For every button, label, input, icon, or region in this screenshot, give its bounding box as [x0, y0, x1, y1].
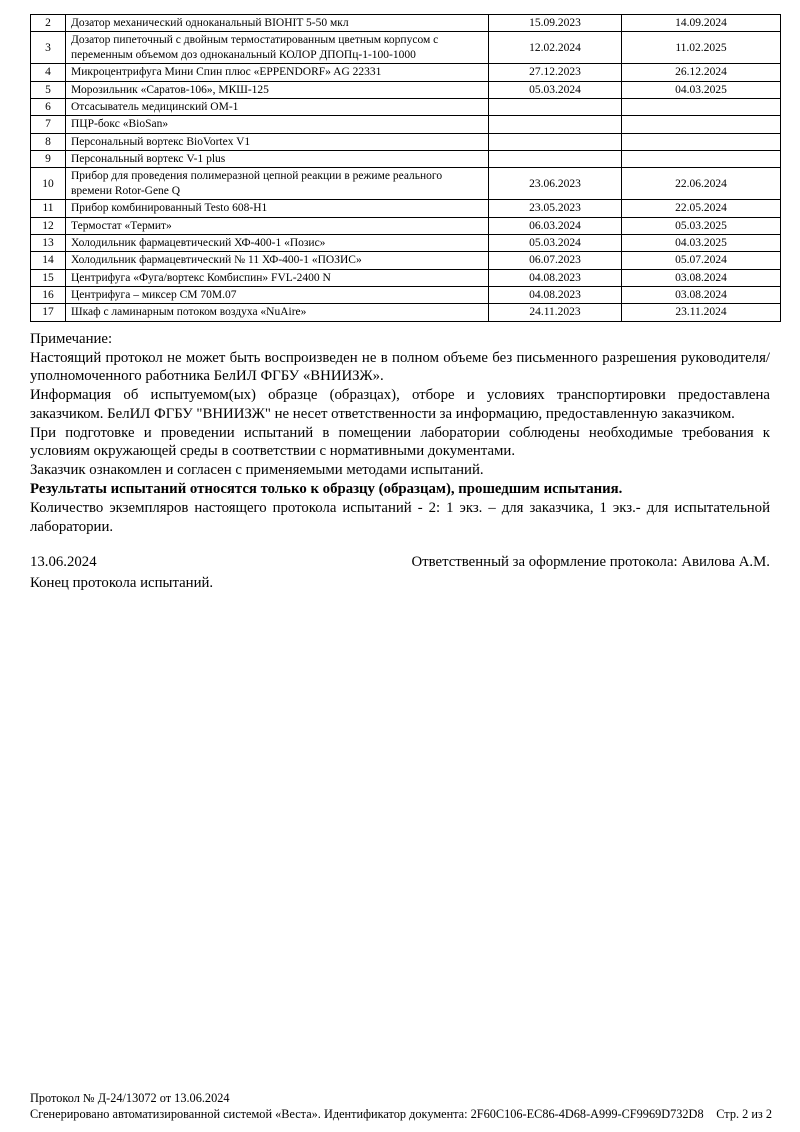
- verification-date: 04.08.2023: [489, 287, 622, 304]
- equipment-table-body: [31, 15, 781, 322]
- valid-until-date: 04.03.2025: [622, 234, 781, 251]
- verification-date: 05.03.2024: [489, 81, 622, 98]
- valid-until-date: 11.02.2025: [622, 32, 781, 64]
- table-row: [31, 64, 781, 81]
- equipment-name: Персональный вортекс V-1 plus: [66, 151, 489, 168]
- footer-protocol-number: Протокол № Д-24/13072 от 13.06.2024: [30, 1091, 230, 1106]
- verification-date: [489, 133, 622, 150]
- valid-until-date: 04.03.2025: [622, 81, 781, 98]
- equipment-table: [30, 14, 781, 322]
- row-number: 3: [31, 32, 66, 64]
- row-number: 16: [31, 287, 66, 304]
- verification-date: 27.12.2023: [489, 64, 622, 81]
- verification-date: 24.11.2023: [489, 304, 622, 321]
- row-number: 11: [31, 200, 66, 217]
- equipment-name: Дозатор пипеточный с двойным термостатированным цветным корпусом с переменным объемом доз одноканальный КОЛОР ДПОПц-1-100-1000: [66, 32, 489, 64]
- table-row: [31, 151, 781, 168]
- table-row: [31, 200, 781, 217]
- table-row: [31, 234, 781, 251]
- equipment-name: Термостат «Термит»: [66, 217, 489, 234]
- note-paragraph: Настоящий протокол не может быть воспроизведен не в полном объеме без письменного разрешения руководителя/уполномоченного работника БелИЛ ФГБУ «ВНИИЗЖ».: [30, 349, 770, 385]
- valid-until-date: 05.03.2025: [622, 217, 781, 234]
- end-of-protocol-line: Конец протокола испытаний.: [30, 575, 214, 592]
- row-number: 6: [31, 98, 66, 115]
- equipment-name: Центрифуга – миксер СМ 70М.07: [66, 287, 489, 304]
- valid-until-date: [622, 151, 781, 168]
- equipment-name: Отсасыватель медицинский ОМ-1: [66, 98, 489, 115]
- page-footer: [30, 1091, 772, 1122]
- row-number: 7: [31, 116, 66, 133]
- table-row: [31, 98, 781, 115]
- row-number: 12: [31, 217, 66, 234]
- verification-date: 04.08.2023: [489, 269, 622, 286]
- table-row: [31, 287, 781, 304]
- note-paragraph: При подготовке и проведении испытаний в помещении лаборатории соблюдены необходимые требования к условиям окружающей среды в соответствии с нормативными документами.: [30, 424, 770, 460]
- footer-generated-row: [30, 1107, 772, 1122]
- valid-until-date: [622, 116, 781, 133]
- footer-page-number: Стр. 2 из 2: [716, 1106, 772, 1121]
- verification-date: [489, 98, 622, 115]
- valid-until-date: 14.09.2024: [622, 15, 781, 32]
- row-number: 2: [31, 15, 66, 32]
- notes-section: [30, 330, 770, 537]
- equipment-name: Прибор комбинированный Testo 608-H1: [66, 200, 489, 217]
- signature-row: [30, 554, 770, 571]
- verification-date: [489, 116, 622, 133]
- equipment-name: ПЦР-бокс «BioSan»: [66, 116, 489, 133]
- table-row: [31, 116, 781, 133]
- note-paragraph-results: Результаты испытаний относятся только к образцу (образцам), прошедшим испытания.: [30, 481, 623, 497]
- verification-date: 12.02.2024: [489, 32, 622, 64]
- note-paragraph: Заказчик ознакомлен и согласен с применяемыми методами испытаний.: [30, 462, 484, 479]
- verification-date: 15.09.2023: [489, 15, 622, 32]
- verification-date: 05.03.2024: [489, 234, 622, 251]
- table-row: [31, 252, 781, 269]
- row-number: 13: [31, 234, 66, 251]
- row-number: 8: [31, 133, 66, 150]
- equipment-name: Морозильник «Саратов-106», МКШ-125: [66, 81, 489, 98]
- equipment-name: Прибор для проведения полимеразной цепной реакции в режиме реального времени Rotor-Gene Q: [66, 168, 489, 200]
- table-row: [31, 32, 781, 64]
- verification-date: 23.05.2023: [489, 200, 622, 217]
- equipment-name: Шкаф с ламинарным потоком воздуха «NuAire»: [66, 304, 489, 321]
- responsible-person: Ответственный за оформление протокола: Авилова А.М.: [411, 554, 770, 571]
- table-row: [31, 15, 781, 32]
- equipment-name: Персональный вортекс BioVortex V1: [66, 133, 489, 150]
- verification-date: 06.03.2024: [489, 217, 622, 234]
- table-row: [31, 269, 781, 286]
- valid-until-date: 23.11.2024: [622, 304, 781, 321]
- valid-until-date: 03.08.2024: [622, 287, 781, 304]
- table-row: [31, 81, 781, 98]
- valid-until-date: 22.06.2024: [622, 168, 781, 200]
- valid-until-date: [622, 133, 781, 150]
- equipment-name: Дозатор механический одноканальный BIOHIT 5-50 мкл: [66, 15, 489, 32]
- row-number: 17: [31, 304, 66, 321]
- row-number: 14: [31, 252, 66, 269]
- valid-until-date: 26.12.2024: [622, 64, 781, 81]
- valid-until-date: 05.07.2024: [622, 252, 781, 269]
- row-number: 4: [31, 64, 66, 81]
- row-number: 5: [31, 81, 66, 98]
- row-number: 10: [31, 168, 66, 200]
- valid-until-date: 03.08.2024: [622, 269, 781, 286]
- footer-generated-text: Сгенерировано автоматизированной системой «Веста». Идентификатор документа: 2F60C106-EC86-4D68-A999-CF9969D732D8: [30, 1106, 704, 1121]
- table-row: [31, 217, 781, 234]
- row-number: 15: [31, 269, 66, 286]
- valid-until-date: [622, 98, 781, 115]
- equipment-name: Центрифуга «Фуга/вортекс Комбиспин» FVL-2400 N: [66, 269, 489, 286]
- verification-date: [489, 151, 622, 168]
- note-paragraph: Количество экземпляров настоящего протокола испытаний - 2: 1 экз. – для заказчика, 1 экз.- для испытательной лаборатории.: [30, 499, 770, 535]
- row-number: 9: [31, 151, 66, 168]
- table-row: [31, 304, 781, 321]
- equipment-name: Холодильник фармацевтический № 11 ХФ-400-1 «ПОЗИС»: [66, 252, 489, 269]
- note-paragraph: Информация об испытуемом(ых) образце (образцах), отборе и условиях транспортировки предоставлена заказчиком. БелИЛ ФГБУ "ВНИИЗЖ" не несет ответственности за информацию, предоставленную заказчиком.: [30, 387, 770, 422]
- protocol-date: 13.06.2024: [30, 554, 97, 571]
- valid-until-date: 22.05.2024: [622, 200, 781, 217]
- equipment-name: Холодильник фармацевтический ХФ-400-1 «Позис»: [66, 234, 489, 251]
- notes-label: Примечание:: [30, 330, 113, 347]
- equipment-name: Микроцентрифуга Мини Спин плюс «EPPENDORF» AG 22331: [66, 64, 489, 81]
- verification-date: 23.06.2023: [489, 168, 622, 200]
- table-row: [31, 168, 781, 200]
- verification-date: 06.07.2023: [489, 252, 622, 269]
- table-row: [31, 133, 781, 150]
